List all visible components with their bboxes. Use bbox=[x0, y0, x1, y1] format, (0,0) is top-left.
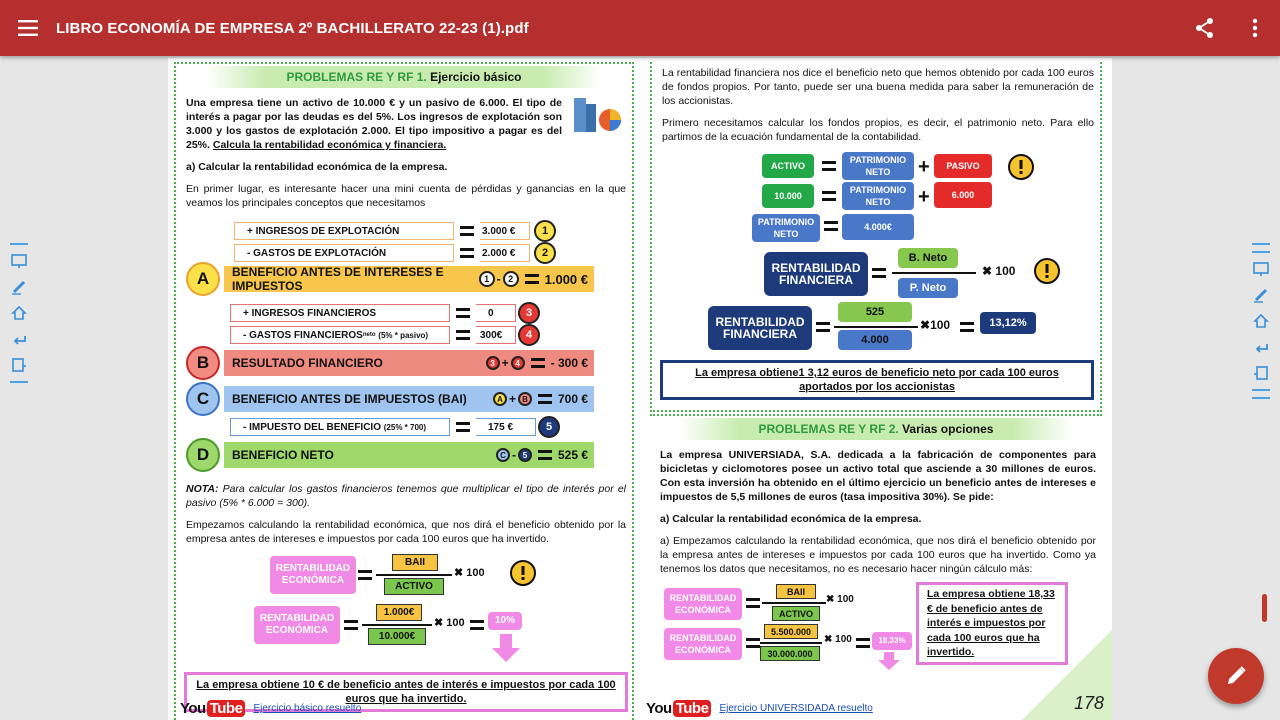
row-a-baii bbox=[186, 262, 594, 296]
band-value: 525 € bbox=[557, 448, 588, 462]
home-icon[interactable] bbox=[1252, 312, 1270, 330]
equals-sign bbox=[746, 638, 760, 648]
eq-pn-value: 4.000€ bbox=[842, 214, 914, 240]
edit-pencil-icon[interactable] bbox=[1208, 648, 1264, 704]
row-value-box bbox=[476, 304, 516, 322]
row-value-box bbox=[480, 244, 530, 262]
equals-sign bbox=[460, 226, 474, 236]
fraction-bar bbox=[760, 642, 822, 644]
fraction-bar bbox=[834, 326, 918, 328]
row-label: - IMPUESTO DEL BENEFICIO bbox=[243, 421, 381, 433]
multiplier: 100 bbox=[446, 617, 465, 629]
plus-sign: + bbox=[918, 186, 930, 208]
conclusion-box: La empresa obtiene 18,33 € de beneficio antes de interés e impuestos por cada 100 euros que ha invertido. bbox=[916, 582, 1068, 665]
eq-pasivo-value: 6.000 bbox=[934, 182, 992, 208]
multiplier: 100 bbox=[837, 594, 854, 605]
equals-sign bbox=[538, 394, 552, 404]
formula-re-generic bbox=[176, 554, 632, 602]
question-a: a) Calcular la rentabilidad económica de la empresa. bbox=[186, 161, 448, 173]
formula-numerator: BAII bbox=[776, 584, 816, 599]
warning-icon bbox=[1008, 154, 1034, 185]
paragraph-pn: Primero necesitamos calcular los fondos propios, es decir, el patrimonio neto. Para ello partimos de la ecuación fundamental de la contabilidad. bbox=[662, 117, 1094, 143]
formula-label: RENTABILIDAD ECONÓMICA bbox=[270, 556, 356, 594]
equals-sign bbox=[358, 570, 372, 580]
row-label-box bbox=[230, 418, 450, 436]
rail-divider bbox=[10, 243, 28, 245]
paragraph-re: a) Empezamos calculando la rentabilidad económica, que nos dirá el beneficio obtenido por la empresa antes de intereses e impuestos por cada 100 euros que ha invertido. Como ya tenemos los datos que necesitamos, no es necesario hacer ningún cálculo más: bbox=[660, 535, 1096, 575]
conclusion-box: La empresa obtiene1 3,12 euros de beneficio neto por cada 100 euros aportados por los accionistas bbox=[660, 360, 1094, 400]
formula-rf bbox=[652, 246, 1100, 352]
note-text: Para calcular los gastos financieros tenemos que multiplicar el tipo de interés por el pasivo (5% * 6.000 = 300). bbox=[186, 483, 627, 509]
equals-sign bbox=[460, 248, 474, 258]
band-value: 700 € bbox=[557, 392, 588, 406]
row-value: 2.000 € bbox=[482, 247, 516, 259]
scrollbar-thumb[interactable] bbox=[1262, 594, 1267, 622]
problem-statement bbox=[186, 96, 562, 152]
equals-sign bbox=[344, 620, 358, 630]
youtube-tube: Tube bbox=[673, 700, 712, 717]
rail-divider bbox=[1252, 397, 1270, 399]
row-label-box bbox=[230, 326, 450, 344]
problem-statement: La empresa UNIVERSIADA, S.A. dedicada a la fabricación de componentes para bicicletas y ciclomotores posee un activo total que asciende a 30 millones de euros. Con esta inversión ha obtenido en el último ejercicio un beneficio antes de intereses e impuestos de 5,5 millones de euros (tasa impositiva 30%). Se pide: bbox=[660, 449, 1096, 503]
rail-divider bbox=[10, 381, 28, 383]
band-value: - 300 € bbox=[550, 356, 588, 370]
left-column bbox=[174, 62, 634, 720]
presentation-icon[interactable] bbox=[10, 252, 28, 270]
circle-number: 3 bbox=[518, 302, 540, 324]
back-arrow-icon[interactable] bbox=[10, 330, 28, 348]
superscript: neto bbox=[362, 332, 376, 338]
formula-numerator: 525 bbox=[838, 302, 912, 322]
formula-numerator: BAII bbox=[392, 554, 438, 571]
video-link[interactable]: Ejercicio básico resuelto bbox=[253, 703, 362, 714]
row-label: + INGRESOS DE EXPLOTACIÓN bbox=[247, 225, 400, 237]
problem-banner bbox=[206, 66, 602, 88]
band bbox=[224, 350, 594, 376]
banner-subtitle: Varias opciones bbox=[902, 422, 994, 436]
equals-sign bbox=[538, 450, 552, 460]
formula-re-values bbox=[176, 602, 632, 672]
presentation-icon[interactable] bbox=[1252, 260, 1270, 278]
times-100: ✖100 bbox=[920, 318, 951, 332]
warning-icon bbox=[510, 560, 536, 591]
paragraph-rf: La rentabilidad financiera nos dice el beneficio neto que hemos obtenido por cada 100 euros de fondos propios. Por tanto, puede ser una buena medida para saber la remuneración de los accionistas. bbox=[662, 67, 1094, 107]
row-value-box bbox=[476, 326, 516, 344]
page-icon[interactable] bbox=[1252, 364, 1270, 382]
problem-banner bbox=[680, 418, 1072, 440]
conclusion-box: La empresa obtiene 10 € de beneficio antes de interés e impuestos por cada 100 euros que ha invertido. bbox=[184, 672, 628, 712]
row-label-box bbox=[234, 222, 454, 240]
fraction-bar bbox=[892, 272, 976, 274]
band-label: BENEFICIO ANTES DE IMPUESTOS (BAI) bbox=[232, 392, 467, 406]
right-toolbar-rail bbox=[1248, 240, 1274, 402]
row-label-box bbox=[230, 304, 450, 322]
row-label-box bbox=[234, 244, 454, 262]
eq-pasivo: PASIVO bbox=[934, 154, 992, 178]
multiplier: 100 bbox=[835, 634, 852, 645]
row-d-beneficio-neto bbox=[186, 438, 594, 472]
multiplier: 100 bbox=[466, 567, 485, 579]
band-label: BENEFICIO NETO bbox=[232, 448, 334, 462]
formula-label: RENTABILIDAD ECONÓMICA bbox=[664, 628, 742, 660]
eq-patrimonio: PATRIMONIO NETO bbox=[842, 182, 914, 210]
equals-sign bbox=[456, 330, 470, 340]
formula-numerator: 5.500.000 bbox=[764, 624, 818, 639]
hamburger-menu-icon[interactable] bbox=[0, 0, 56, 56]
formula-numerator: B. Neto bbox=[898, 248, 958, 268]
row-note: (5% * pasivo) bbox=[378, 330, 429, 340]
row-label: - GASTOS DE EXPLOTACIÓN bbox=[247, 247, 387, 259]
equals-sign bbox=[456, 308, 470, 318]
document-title: LIBRO ECONOMÍA DE EMPRESA 2º BACHILLERATO 22-23 (1).pdf bbox=[56, 19, 529, 37]
youtube-logo bbox=[646, 700, 711, 717]
circle-number: 1 bbox=[479, 271, 495, 287]
times-100: ✖ 100 bbox=[982, 264, 1016, 278]
page-number: 178 bbox=[1073, 693, 1104, 713]
letter-badge: B bbox=[186, 346, 220, 380]
back-arrow-icon[interactable] bbox=[1252, 338, 1270, 356]
equals-sign bbox=[824, 221, 838, 231]
row-value: 3.000 € bbox=[482, 225, 516, 237]
share-icon[interactable] bbox=[1180, 0, 1230, 56]
circle-number: 2 bbox=[503, 271, 519, 287]
equals-sign bbox=[960, 322, 974, 332]
circle-number: 1 bbox=[534, 220, 556, 242]
youtube-link-right[interactable] bbox=[646, 700, 873, 717]
equals-sign bbox=[746, 598, 760, 608]
right-column-top bbox=[650, 62, 1102, 412]
eq-patrimonio: PATRIMONIO NETO bbox=[842, 152, 914, 180]
circle-letter: A bbox=[493, 392, 507, 406]
youtube-tube: Tube bbox=[207, 700, 246, 717]
row-ingresos-explotacion bbox=[234, 220, 556, 242]
multiplier: 100 bbox=[995, 264, 1016, 278]
circle-letter: B bbox=[518, 392, 532, 406]
down-arrow-icon bbox=[878, 652, 900, 675]
income-statement bbox=[186, 218, 622, 468]
eq-activo: ACTIVO bbox=[762, 154, 814, 178]
equals-sign bbox=[470, 620, 484, 630]
row-label: - GASTOS FINANCIEROS bbox=[243, 329, 363, 341]
fraction-bar bbox=[362, 624, 432, 626]
more-vertical-icon[interactable] bbox=[1230, 0, 1280, 56]
statement-text: Una empresa tiene un activo de 10.000 € y un pasivo de 6.000. El tipo de interés a pagar por las deudas es del 5%. Los ingresos de explotación son 3.000 y los gastos de explotación 2.000. El tipo impositivo a pagar es del 25%. bbox=[186, 97, 562, 151]
question-a: a) Calcular la rentabilidad económica de la empresa. bbox=[660, 513, 922, 525]
eq-patrimonio: PATRIMONIO NETO bbox=[752, 214, 820, 242]
circle-number: 5 bbox=[518, 448, 532, 462]
equals-sign bbox=[822, 161, 836, 171]
banner-subtitle: Ejercicio básico bbox=[430, 70, 522, 84]
youtube-you: You bbox=[180, 700, 206, 717]
statement-task: Calcula la rentabilidad económica y financiera. bbox=[212, 139, 447, 151]
circle-number: 3 bbox=[486, 356, 500, 370]
row-value-box bbox=[480, 222, 530, 240]
band-label: BENEFICIO ANTES DE INTERESES E IMPUESTOS bbox=[232, 265, 444, 293]
eq-activo-value: 10.000 bbox=[762, 184, 814, 208]
formula-label: RENTABILIDAD ECONÓMICA bbox=[664, 588, 742, 620]
circle-number: 4 bbox=[511, 356, 525, 370]
row-ingresos-financieros bbox=[230, 302, 540, 324]
band-label: RESULTADO FINANCIERO bbox=[232, 356, 383, 370]
row-value: 0 bbox=[488, 307, 494, 319]
multiplier: 100 bbox=[930, 318, 951, 332]
letter-badge: C bbox=[186, 382, 220, 416]
equals-sign bbox=[822, 191, 836, 201]
note-label: NOTA: bbox=[186, 483, 219, 495]
band bbox=[224, 442, 594, 468]
pen-icon[interactable] bbox=[1252, 286, 1270, 304]
formula-denominator: ACTIVO bbox=[384, 578, 444, 595]
times-100: ✖ 100 bbox=[434, 617, 465, 629]
formula-result: 10% bbox=[488, 612, 522, 630]
fraction-bar bbox=[762, 602, 826, 604]
row-note: (25% * 700) bbox=[383, 422, 427, 432]
operator: + bbox=[508, 392, 516, 406]
warning-icon bbox=[1034, 258, 1060, 289]
fraction-bar bbox=[376, 574, 452, 576]
pen-icon[interactable] bbox=[10, 278, 28, 296]
formula-label: RENTABILIDAD FINANCIERA bbox=[764, 252, 868, 296]
note-paragraph bbox=[186, 482, 626, 510]
formula-denominator: P. Neto bbox=[898, 278, 958, 298]
formula-denominator: 30.000.000 bbox=[760, 646, 820, 661]
formula-numerator: 1.000€ bbox=[376, 604, 422, 621]
band bbox=[224, 386, 594, 412]
equals-sign bbox=[525, 274, 539, 284]
formula-result: 13,12% bbox=[980, 312, 1036, 334]
formula-denominator: ACTIVO bbox=[772, 606, 820, 621]
row-label: + INGRESOS FINANCIEROS bbox=[243, 307, 377, 319]
pdf-page[interactable] bbox=[168, 58, 1112, 720]
letter-badge: D bbox=[186, 438, 220, 472]
app-bar bbox=[0, 0, 1280, 56]
equals-sign bbox=[872, 268, 886, 278]
times-100: ✖ 100 bbox=[454, 567, 485, 579]
band-value: 1.000 € bbox=[544, 271, 588, 287]
row-b-resultado-financiero bbox=[186, 346, 594, 380]
formula-label: RENTABILIDAD FINANCIERA bbox=[708, 306, 812, 350]
plus-sign: + bbox=[918, 156, 930, 178]
band bbox=[224, 266, 594, 292]
row-impuesto bbox=[230, 416, 560, 438]
times-100: ✖ 100 bbox=[824, 634, 852, 645]
building-chart-icon bbox=[570, 96, 624, 141]
times-100: ✖ 100 bbox=[826, 594, 854, 605]
paragraph-re: Empezamos calculando la rentabilidad económica, que nos dirá el beneficio obtenido por la empresa antes de intereses e impuestos por cada 100 euros que ha invertido. bbox=[186, 519, 626, 545]
formula-result: 18,33% bbox=[872, 632, 912, 650]
page-icon[interactable] bbox=[10, 356, 28, 374]
operator: + bbox=[501, 356, 509, 370]
row-c-bai bbox=[186, 382, 594, 416]
youtube-you: You bbox=[646, 700, 672, 717]
circle-letter: C bbox=[496, 448, 510, 462]
letter-badge: A bbox=[186, 262, 220, 296]
operator: - bbox=[496, 272, 501, 286]
row-value: 175 € bbox=[488, 421, 514, 433]
equals-sign bbox=[856, 638, 870, 648]
equals-sign bbox=[531, 358, 545, 368]
banner-title: PROBLEMAS RE Y RF 1. bbox=[286, 70, 427, 84]
circle-number: 5 bbox=[538, 416, 560, 438]
row-value: 300€ bbox=[480, 329, 503, 341]
youtube-link-left[interactable] bbox=[180, 700, 361, 717]
intro-paragraph: En primer lugar, es interesante hacer una mini cuenta de pérdidas y ganancias en la que veamos los principales conceptos que necesitamos bbox=[186, 183, 626, 209]
rail-divider bbox=[1252, 251, 1270, 253]
banner-title: PROBLEMAS RE Y RF 2. bbox=[758, 422, 899, 436]
youtube-logo bbox=[180, 700, 245, 717]
circle-number: 2 bbox=[534, 242, 556, 264]
row-value-box bbox=[476, 418, 536, 436]
formula-denominator: 4.000 bbox=[838, 330, 912, 350]
circle-number: 4 bbox=[518, 324, 540, 346]
operator: - bbox=[511, 448, 516, 462]
row-gastos-financieros bbox=[230, 324, 540, 346]
rail-divider bbox=[1252, 243, 1270, 245]
equals-sign bbox=[456, 422, 470, 432]
formula-label: RENTABILIDAD ECONÓMICA bbox=[254, 606, 340, 644]
rail-divider bbox=[1252, 389, 1270, 391]
row-gastos-explotacion bbox=[234, 242, 556, 264]
formula-denominator: 10.000€ bbox=[368, 628, 426, 645]
home-icon[interactable] bbox=[10, 304, 28, 322]
left-toolbar-rail bbox=[6, 240, 32, 386]
accounting-equation bbox=[652, 152, 1100, 246]
down-arrow-icon bbox=[492, 634, 520, 667]
video-link[interactable]: Ejercicio UNIVERSIDADA resuelto bbox=[719, 703, 873, 714]
equals-sign bbox=[816, 322, 830, 332]
